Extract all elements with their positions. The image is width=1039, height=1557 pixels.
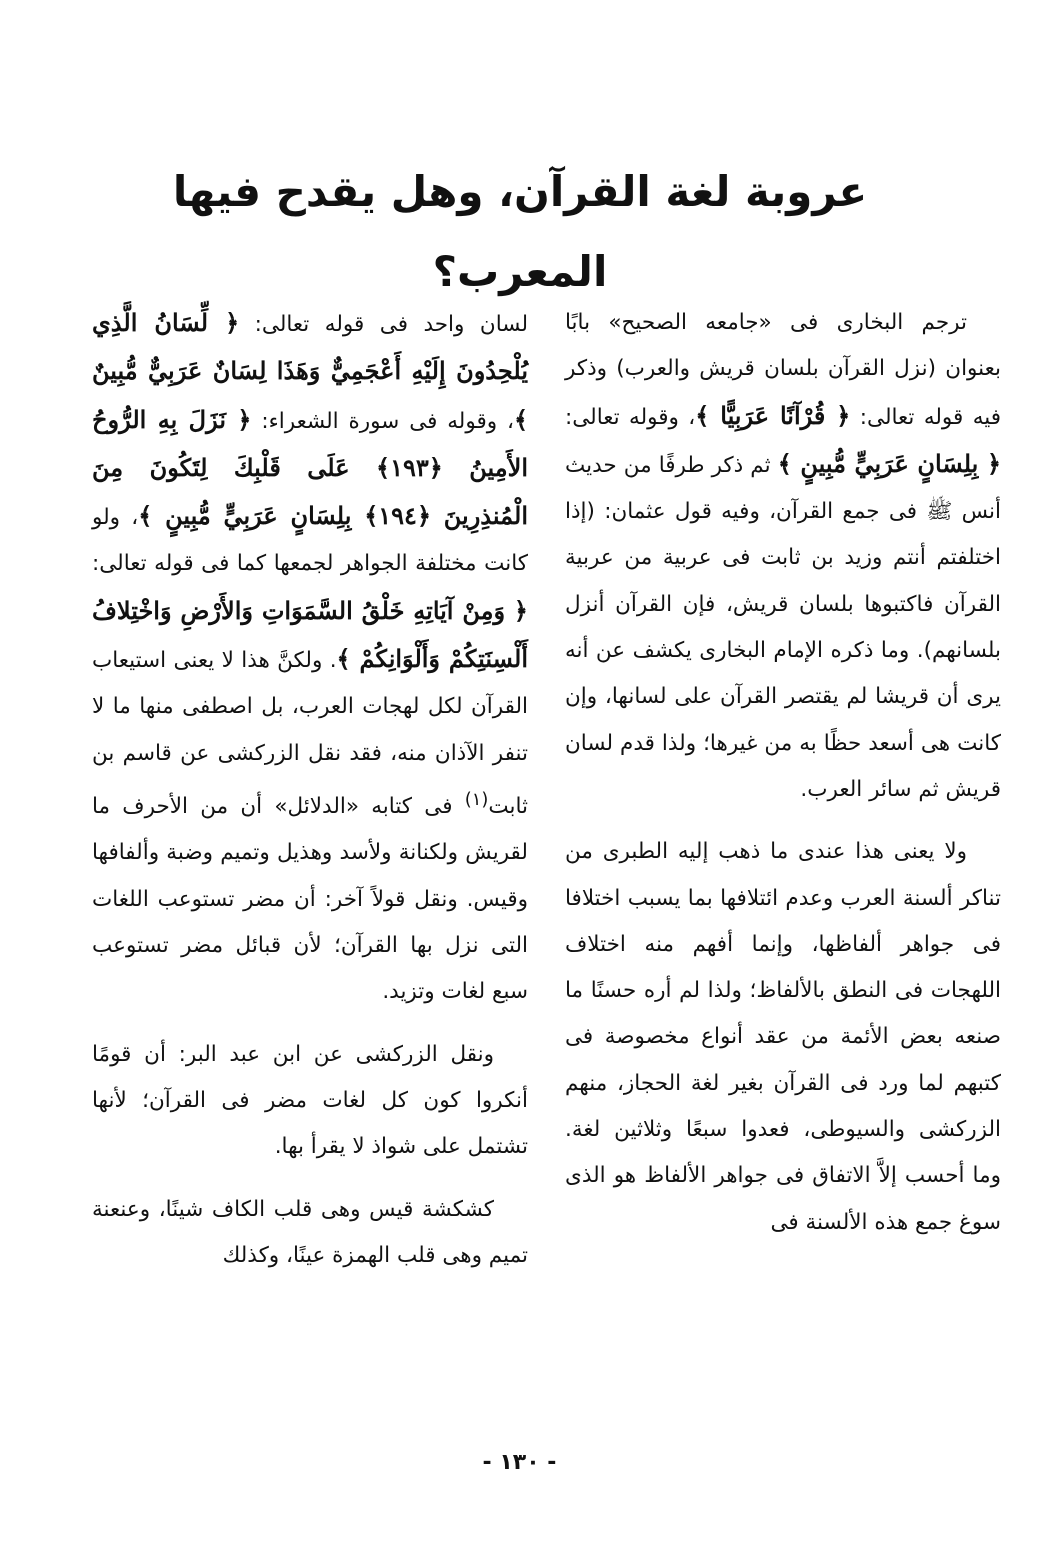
text-segment: لسان واحد فى قوله تعالى: xyxy=(239,312,528,337)
left-paragraph-3: كشكشة قيس وهى قلب الكاف شينًا، وعنعنة تميم وهى قلب الهمزة عينًا، وكذلك xyxy=(92,1196,528,1268)
text-segment: ترجم البخارى فى «جامعه الصحيح» بابًا بعنوان (نزل القرآن بلسان قريش والعرب) وذكر فيه قوله تعالى: xyxy=(565,310,1001,430)
text-segment: ، وقوله فى سورة الشعراء: xyxy=(251,408,514,434)
text-segment: فى كتابه «الدلائل» أن من الأحرف ما لقريش ولكنانة ولأسد وهذيل وتميم وضبة وألفافها وقيس. ونقل قولاً آخر: أن مضر تستوعب اللغات التى نزل بها القرآن؛ لأن قبائل مضر تستوعب سبع لغات وتزيد. xyxy=(92,794,528,1005)
text-segment: . ولكنَّ هذا لا يعنى استيعاب القرآن لكل لهجات العرب، بل اصطفى منها ما لا تنفر الآذان منه، فقد نقل الزركشى عن قاسم بن ثابت xyxy=(92,648,528,820)
page-number: - ١٣٠ - xyxy=(482,1450,557,1475)
left-column xyxy=(92,300,528,1295)
text-segment: ثم ذكر طرفًا من حديث أنس ﷺ فى جمع القرآن، وفيه قول عثمان: (إذا اختلفتم أنتم وزيد بن ثابت فى عربية من عربية القرآن فاكتبوها بلسان قريش، فإن القرآن أنزل بلسانهم). وما ذكره الإمام البخارى يكشف عن أنه يرى أن قريشا لم يقتصر القرآن على لسانها، وإن كانت هى أسعد حظًا به من غيرها؛ ولذا قدم لسان قريش ثم سائر العرب. xyxy=(565,452,1001,802)
footnote-marker: (١) xyxy=(464,788,489,810)
left-paragraph-2: ونقل الزركشى عن ابن عبد البر: أن قومًا أنكروا كون كل لغات مضر فى القرآن؛ لأنها تشتمل على شواذ لا يقرأ بها. xyxy=(92,1041,528,1160)
text-segment: ، ولو كانت مختلفة الجواهر لجمعها كما فى قوله تعالى: xyxy=(92,505,528,577)
quran-verse: ﴿ نَزَلَ بِهِ الرُّوحُ الأَمِينُ ﴿١٩٣﴾ عَلَى قَلْبِكَ لِتَكُونَ مِنَ الْمُنذِرِينَ ﴿١٩٤﴾ بِلِسَانٍ عَرَبِيٍّ مُّبِينٍ ﴾ xyxy=(92,404,529,531)
text-segment: ، وقوله تعالى: xyxy=(565,404,696,430)
quran-verse: ﴿ وَمِنْ آيَاتِهِ خَلْقُ السَّمَوَاتِ وَالأَرْضِ وَاخْتِلافُ أَلْسِنَتِكُمْ وَأَلْوَانِكُمْ ﴾ xyxy=(92,595,528,674)
right-paragraph-1 xyxy=(565,300,1001,813)
right-paragraph-2: ولا يعنى هذا عندى ما ذهب إليه الطبرى من تناكر ألسنة العرب وعدم ائتلافها بما يسبب اختلافا فى جواهر ألفاظها، وإنما أفهم منه اختلاف اللهجات فى النطق بالألفاظ؛ ولذا لم أره حسنًا ما صنعه بعض الأئمة من عقد أنواع مخصوصة فى كتبهم لما ورد فى القرآن بغير لغة الحجاز، منهم الزركشى والسيوطى، فعدوا سبعًا وثلاثين لغة. وما أحسب إلاَّ الاتفاق فى جواهر الألفاظ هو الذى سوغ جمع هذه الألسنة فى xyxy=(565,839,1001,1235)
quran-verse: ﴿ بِلِسَانٍ عَرَبِيٍّ مُّبِينٍ ﴾ xyxy=(777,448,1002,478)
quran-verse: ﴿ لِّسَانُ الَّذِي يُلْحِدُونَ إِلَيْهِ أَعْجَمِيٌّ وَهَذَا لِسَانٌ عَرَبِيٌّ مُّبِينٌ ﴾ xyxy=(92,308,529,434)
right-column xyxy=(565,300,1001,1262)
page-title: عروبة لغة القرآن، وهل يقدح فيها المعرب؟ xyxy=(172,167,868,296)
quran-verse: ﴿ قُرْآنًا عَرَبِيًّا ﴾ xyxy=(695,400,851,430)
left-paragraph-1 xyxy=(92,300,528,1016)
